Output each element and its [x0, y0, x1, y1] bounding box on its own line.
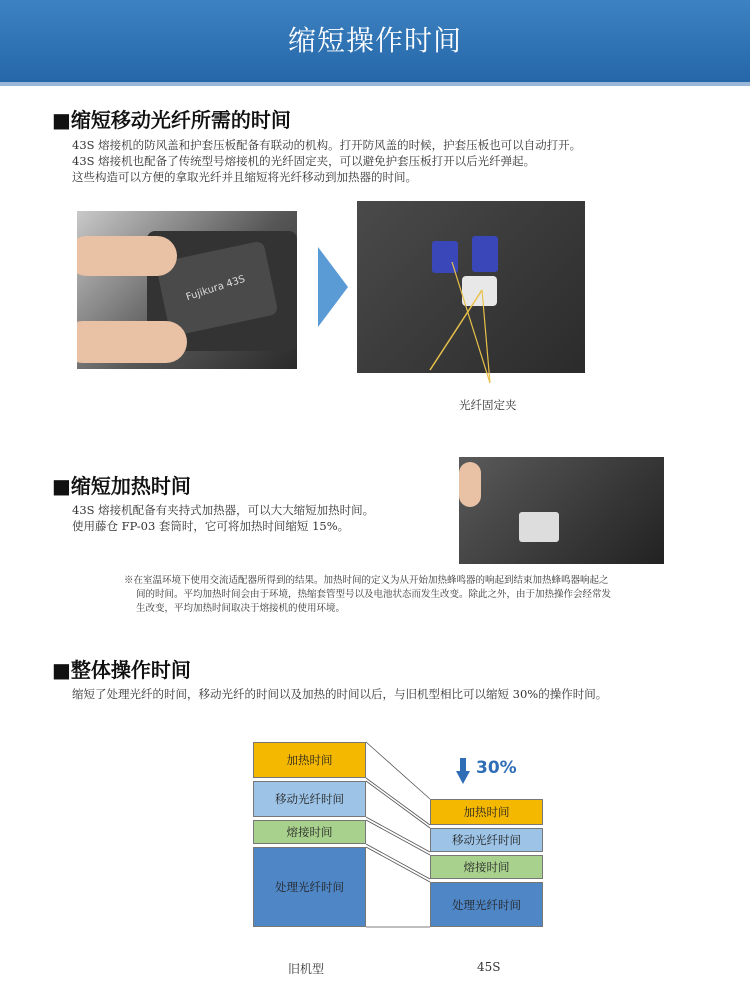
- device-brand-label: Fujikura 43S: [184, 273, 247, 304]
- connector-line: [366, 817, 430, 852]
- bar-segment: 加热时间: [253, 742, 366, 778]
- bar-segment: 熔接时间: [430, 855, 543, 879]
- section-heading-heating: ■缩短加热时间: [52, 474, 191, 498]
- category-label-new: 45S: [477, 960, 501, 974]
- footnote-line-2: 间的时间。平均加热时间会由于环境，热缩套管型号以及电池状态而发生改变。除此之外，由于加热操作会经常发: [136, 589, 612, 600]
- connector-line: [366, 781, 430, 828]
- section-heading-total-time: ■整体操作时间: [52, 658, 191, 682]
- connector-line: [366, 820, 430, 855]
- section1-line-3: 这些构造可以方便的拿取光纤并且缩短将光纤移动到加热器的时间。: [72, 170, 417, 184]
- connector-line: [366, 844, 430, 879]
- footnote-line-1: ※在室温环境下使用交流适配器所得到的结果。加热时间的定义为从开始加热蜂鸣器的响起到结束加热蜂鸣器响起之: [124, 575, 609, 586]
- bar-segment: 移动光纤时间: [430, 828, 543, 852]
- bar-segment: 加热时间: [430, 799, 543, 825]
- section-heading-move-fiber: ■缩短移动光纤所需的时间: [52, 108, 291, 132]
- category-label-old: 旧机型: [288, 962, 325, 976]
- section1-line-2: 43S 熔接机也配备了传统型号熔接机的光纤固定夹，可以避免护套压板打开以后光纤弹起。: [72, 154, 536, 168]
- connector-line: [366, 778, 430, 825]
- footnote-line-3: 生改变，平均加热时间取决于熔接机的使用环境。: [136, 603, 346, 614]
- section3-line: 缩短了处理光纤的时间，移动光纤的时间以及加热的时间以后，与旧机型相比可以缩短 30%的操作时间。: [72, 687, 608, 701]
- section2-line-2: 使用藤仓 FP-03 套筒时，它可将加热时间缩短 15%。: [72, 519, 350, 533]
- down-arrow-icon: [456, 758, 470, 784]
- reduction-percent: 30%: [476, 758, 517, 778]
- photo-caption: 光纤固定夹: [459, 398, 517, 412]
- connector-line: [366, 847, 430, 882]
- bar-segment: 处理光纤时间: [253, 847, 366, 927]
- bar-segment: 处理光纤时间: [430, 882, 543, 927]
- page-title: 缩短操作时间: [287, 24, 462, 57]
- section2-line-1: 43S 熔接机配备有夹持式加热器，可以大大缩短加热时间。: [72, 503, 375, 517]
- bar-segment: 移动光纤时间: [253, 781, 366, 817]
- bar-segment: 熔接时间: [253, 820, 366, 844]
- section1-line-1: 43S 熔接机的防风盖和护套压板配备有联动的机构。打开防风盖的时候，护套压板也可以自动打开。: [72, 138, 582, 152]
- connector-line: [366, 742, 430, 799]
